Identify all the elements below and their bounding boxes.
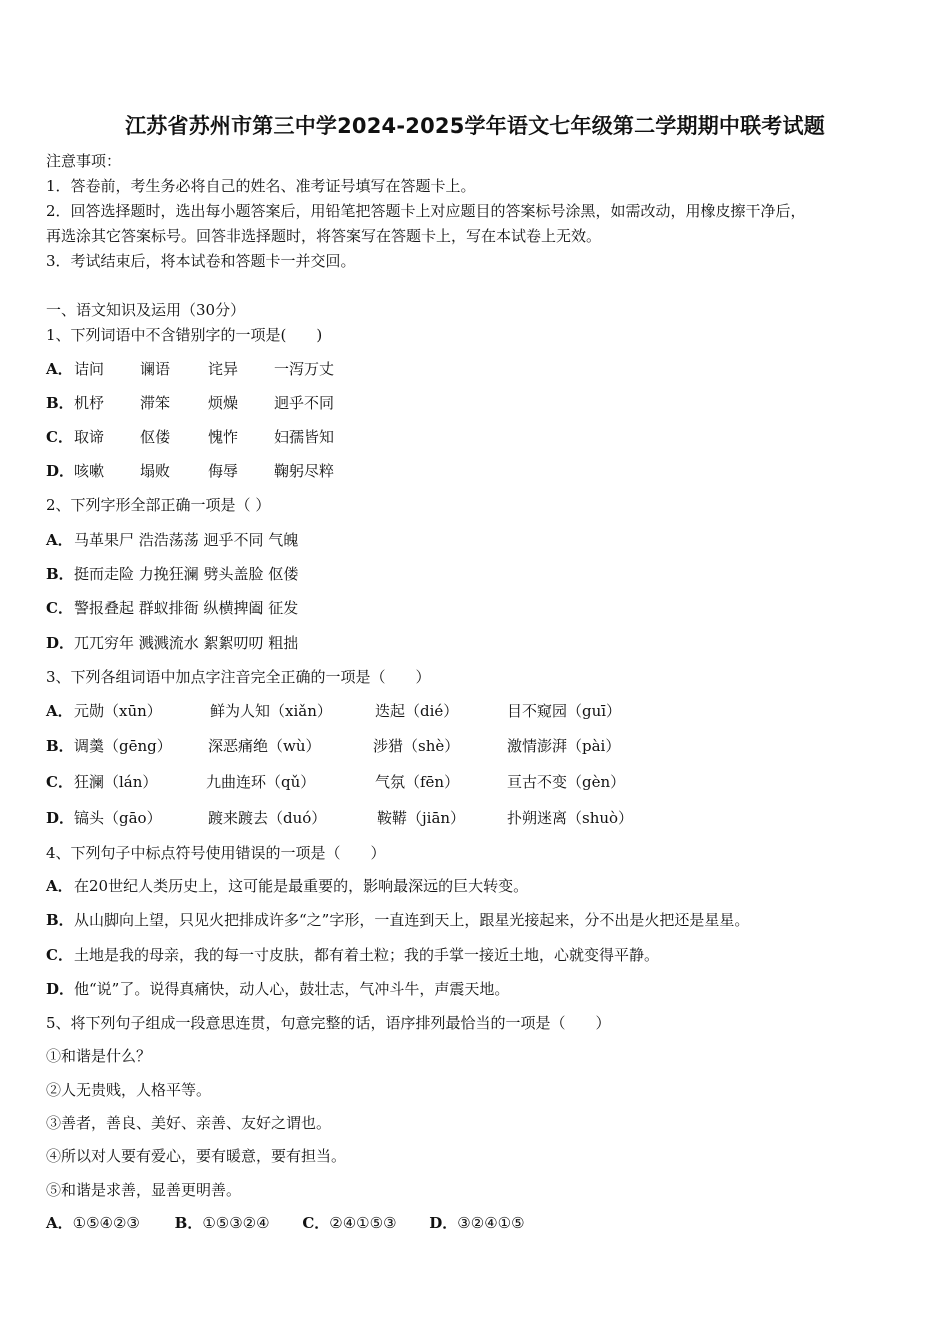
option-word: 九曲连环（qǔ） — [206, 773, 316, 791]
option-row — [46, 979, 509, 999]
option-row — [46, 876, 528, 896]
option-letter: D． — [46, 462, 75, 480]
notice-item: 再选涂其它答案标号。回答非选择题时，将答案写在答题卡上，写在本试卷上无效。 — [46, 227, 602, 245]
option-letter: C． — [46, 428, 73, 446]
option-word: 鲜为人知（xiǎn） — [210, 702, 332, 720]
notice-item: 2．回答选择题时，选出每小题答案后，用铅笔把答题卡上对应题目的答案标号涂黑，如需改动，用橡皮擦干净后， — [46, 202, 806, 220]
option-word: 取谛 — [74, 428, 105, 446]
option-word: 镐头（gāo） — [74, 809, 162, 827]
option-row — [46, 945, 659, 965]
option-word: 深恶痛绝（wù） — [208, 737, 321, 755]
option-word: 侮辱 — [208, 462, 239, 480]
option-word: 谰语 — [140, 360, 171, 378]
option-word: 诘问 — [74, 360, 105, 378]
option-letter: A． — [46, 1214, 73, 1232]
question-stem: 2、下列字形全部正确一项是（ ） — [46, 496, 271, 514]
option-text: 从山脚向上望，只见火把排成许多“之”字形，一直连到天上，跟星光接起来，分不出是火把还是星星。 — [74, 911, 750, 929]
option-row — [46, 633, 298, 653]
option-word: 扑朔迷离（shuò） — [507, 809, 634, 827]
option-row — [46, 701, 621, 721]
option-word: 妇孺皆知 — [274, 428, 335, 446]
option-row — [46, 598, 298, 618]
section-heading: 一、语文知识及运用（30分） — [46, 301, 246, 319]
option-word: 涉猎（shè） — [373, 737, 460, 755]
option-word: 诧异 — [208, 360, 239, 378]
option-row — [46, 808, 633, 828]
question-stem: 3、下列各组词语中加点字注音完全正确的一项是（ ） — [46, 668, 431, 686]
option-row — [46, 772, 625, 792]
option-row — [46, 530, 298, 550]
option-letter: C． — [46, 946, 73, 964]
option-row — [46, 427, 334, 447]
notice-item: 3．考试结束后，将本试卷和答题卡一并交回。 — [46, 252, 356, 270]
option-text: 马革果尸 浩浩荡荡 迥乎不同 气魄 — [74, 531, 299, 549]
option-word: 塌败 — [140, 462, 171, 480]
option-text: 警报叠起 群蚁排衙 纵横捭阖 征发 — [74, 599, 299, 617]
option-letter: C． — [46, 773, 73, 791]
option-letter: B． — [46, 737, 74, 755]
page-title: 江苏省苏州市第三中学2024-2025学年语文七年级第二学期期中联考试题 — [125, 114, 825, 138]
option-letter: B． — [46, 911, 74, 929]
option-word: 元勋（xūn） — [74, 702, 162, 720]
sentence-item: ②人无贵贱，人格平等。 — [46, 1081, 212, 1099]
option-row — [46, 359, 334, 379]
option-letter: D． — [429, 1214, 458, 1232]
notice-heading: 注意事项： — [46, 152, 122, 170]
answer-row — [46, 1213, 525, 1233]
option-letter: D． — [46, 980, 75, 998]
option-word: 迥乎不同 — [274, 394, 335, 412]
option-text: 在20世纪人类历史上，这可能是最重要的，影响最深远的巨大转变。 — [74, 877, 529, 895]
option-word: 狂澜（lán） — [74, 773, 158, 791]
option-text: 兀兀穷年 溅溅流水 絮絮叨叨 粗拙 — [74, 634, 299, 652]
option-letter: B． — [46, 394, 74, 412]
sentence-item: ①和谐是什么？ — [46, 1047, 152, 1065]
option-word: 鞍鞯（jiān） — [377, 809, 466, 827]
option-row — [46, 564, 298, 584]
option-word: 滞笨 — [140, 394, 171, 412]
option-letter: B． — [46, 565, 74, 583]
option-letter: D． — [46, 809, 75, 827]
option-word: 伛偻 — [140, 428, 171, 446]
option-text: ③②④①⑤ — [457, 1214, 525, 1232]
option-word: 踱来踱去（duó） — [208, 809, 327, 827]
question-stem: 1、下列词语中不含错别字的一项是( ) — [46, 326, 323, 344]
option-row — [46, 393, 334, 413]
option-letter: C． — [302, 1214, 330, 1232]
option-text: ①⑤③②④ — [202, 1214, 270, 1232]
option-letter: A． — [46, 877, 73, 895]
sentence-item: ⑤和谐是求善，显善更明善。 — [46, 1181, 242, 1199]
question-stem: 5、将下列句子组成一段意思连贯，句意完整的话，语序排列最恰当的一项是（ ） — [46, 1014, 611, 1032]
option-word: 机杼 — [74, 394, 105, 412]
option-letter: A． — [46, 702, 73, 720]
option-word: 激情澎湃（pài） — [507, 737, 621, 755]
option-letter: A． — [46, 360, 73, 378]
option-word: 烦燥 — [208, 394, 239, 412]
option-word: 鞠躬尽粹 — [274, 462, 335, 480]
option-word: 亘古不变（gèn） — [507, 773, 626, 791]
option-word: 一泻万丈 — [274, 360, 335, 378]
option-row — [46, 461, 334, 481]
option-text: ①⑤④②③ — [72, 1214, 140, 1232]
option-text: ②④①⑤③ — [329, 1214, 397, 1232]
sentence-item: ③善者，善良、美好、亲善、友好之谓也。 — [46, 1114, 332, 1132]
option-word: 迭起（dié） — [375, 702, 459, 720]
option-letter: B． — [174, 1214, 203, 1232]
option-text: 挺而走险 力挽狂澜 劈头盖脸 伛偻 — [74, 565, 299, 583]
question-stem: 4、下列句子中标点符号使用错误的一项是（ ） — [46, 844, 386, 862]
option-word: 调羹（gēng） — [74, 737, 172, 755]
option-text: 土地是我的母亲，我的每一寸皮肤，都有着土粒；我的手掌一接近土地，心就变得平静。 — [74, 946, 660, 964]
sentence-item: ④所以对人要有爱心，要有暖意，要有担当。 — [46, 1147, 347, 1165]
option-row — [46, 736, 620, 756]
option-letter: A． — [46, 531, 73, 549]
option-word: 目不窥园（guī） — [507, 702, 622, 720]
option-text: 他“说”了。说得真痛快，动人心，鼓壮志，气冲斗牛，声震天地。 — [74, 980, 510, 998]
option-letter: D． — [46, 634, 75, 652]
option-row — [46, 910, 749, 930]
option-word: 愧怍 — [208, 428, 239, 446]
option-word: 气氛（fēn） — [375, 773, 460, 791]
option-letter: C． — [46, 599, 73, 617]
notice-item: 1．答卷前，考生务必将自己的姓名、准考证号填写在答题卡上。 — [46, 177, 476, 195]
option-word: 咳嗽 — [74, 462, 105, 480]
